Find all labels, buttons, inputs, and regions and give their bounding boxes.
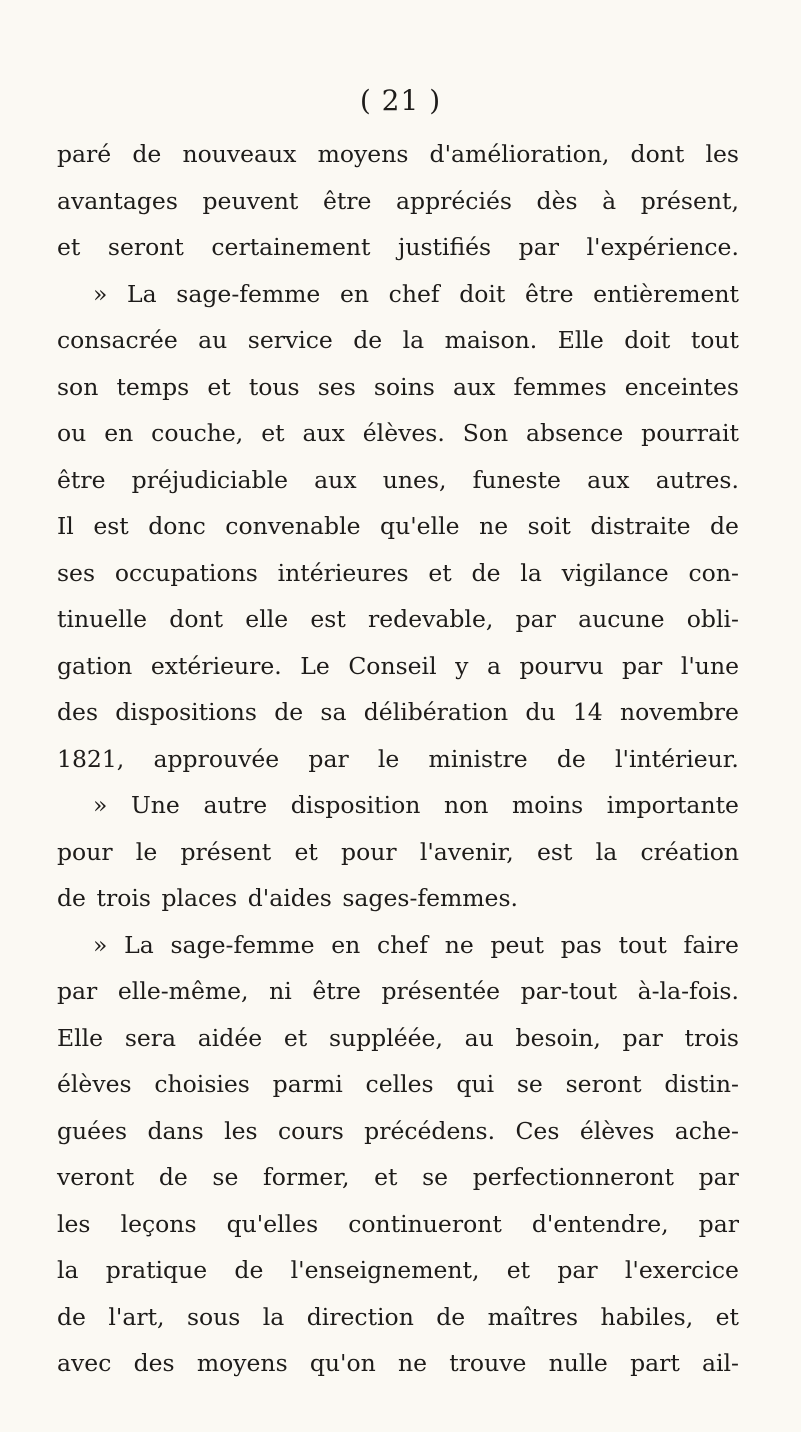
text-line: son temps et tous ses soins aux femmes enceintes <box>57 372 739 401</box>
text-line: consacrée au service de la maison. Elle doit tout <box>57 326 739 354</box>
text-line: par elle-même, ni être présentée par-tout à-la-fois. <box>57 977 739 1005</box>
body-text <box>57 131 739 1387</box>
text-line: de l'art, sous la direction de maîtres habiles, et <box>57 1302 739 1331</box>
text-line: pour le présent et pour l'avenir, est la création <box>57 837 739 866</box>
text-line: des dispositions de sa délibération du 14 novembre <box>57 698 739 726</box>
text-line: tinuelle dont elle est redevable, par aucune obli- <box>57 605 739 633</box>
text-line: ses occupations intérieures et de la vigilance con- <box>57 558 739 587</box>
text-line: paré de nouveaux moyens d'amélioration, dont les <box>57 140 739 168</box>
text-line: » La sage-femme en chef ne peut pas tout faire <box>93 930 739 959</box>
text-line: » Une autre disposition non moins importante <box>93 791 739 819</box>
text-line: et seront certainement justifiés par l'expérience. <box>57 233 739 261</box>
text-line: Elle sera aidée et suppléée, au besoin, par trois <box>57 1023 739 1052</box>
text-line: veront de se former, et se perfectionneront par <box>57 1163 739 1191</box>
text-line: guées dans les cours précédens. Ces élèves ache- <box>57 1116 739 1145</box>
page-number: ( 21 ) <box>359 84 442 117</box>
text-line: la pratique de l'enseignement, et par l'exercice <box>57 1256 739 1284</box>
text-line: être préjudiciable aux unes, funeste aux autres. <box>57 465 739 494</box>
text-line: avantages peuvent être appréciés dès à présent, <box>57 186 739 215</box>
text-line: » La sage-femme en chef doit être entièrement <box>93 279 739 308</box>
text-line: les leçons qu'elles continueront d'entendre, par <box>57 1209 739 1238</box>
text-line: gation extérieure. Le Conseil y a pourvu par l'une <box>57 651 739 680</box>
text-line: de trois places d'aides sages-femmes. <box>57 884 518 912</box>
text-line: 1821, approuvée par le ministre de l'intérieur. <box>57 744 739 773</box>
text-line: élèves choisies parmi celles qui se seront distin- <box>57 1070 739 1098</box>
text-line: ou en couche, et aux élèves. Son absence pourrait <box>57 419 739 447</box>
text-line: avec des moyens qu'on ne trouve nulle part ail- <box>57 1349 739 1377</box>
text-line: Il est donc convenable qu'elle ne soit distraite de <box>57 512 739 540</box>
